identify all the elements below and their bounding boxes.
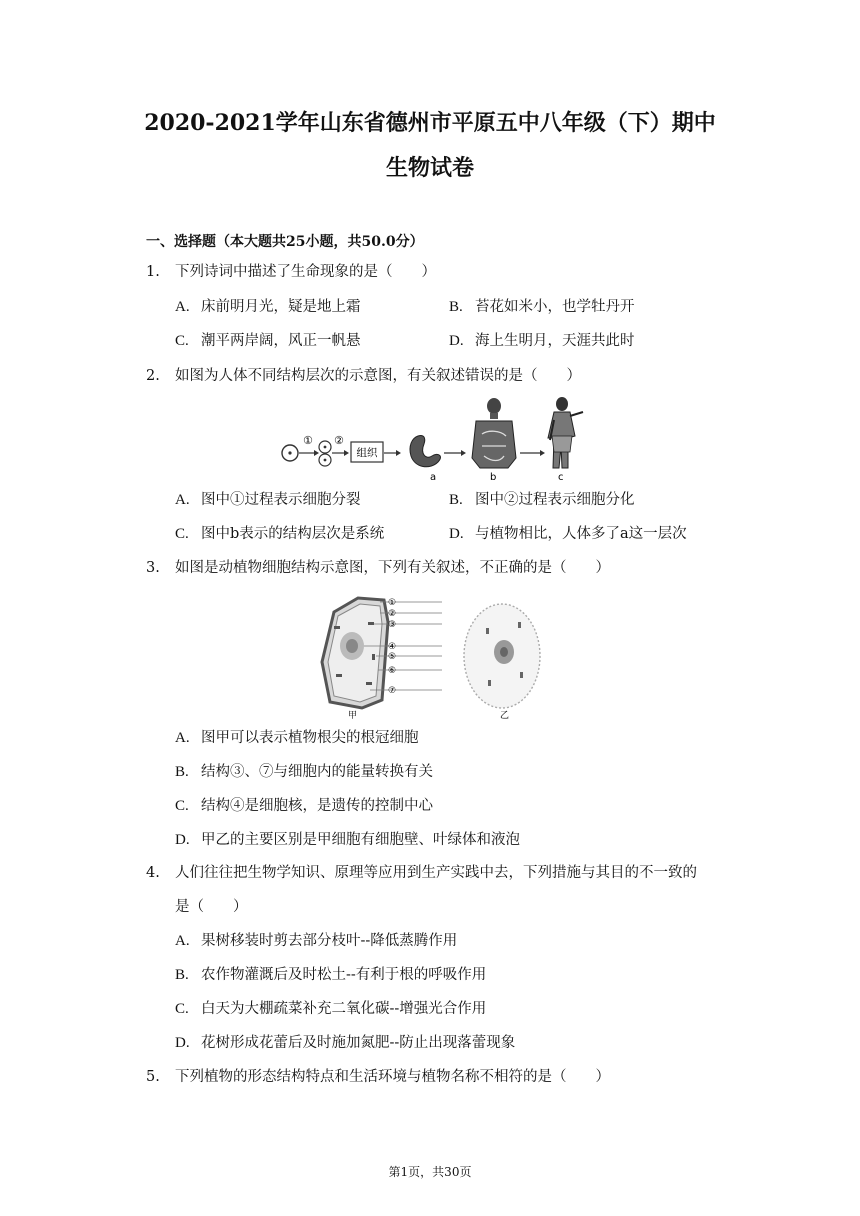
option-b: B. 农作物灌溉后及时松土--有利于根的呼吸作用 — [175, 967, 487, 983]
option-c: C. 白天为大棚疏菜补充二氧化碳--增强光合作用 — [175, 1001, 487, 1017]
option-a: A. 果树移装时剪去部分枝叶--降低蒸腾作用 — [175, 933, 458, 949]
question-text: 如图为人体不同结构层次的示意图，有关叙述错误的是（ ） — [175, 368, 581, 384]
option-d: D. 海上生明月，天涯共此时 — [449, 333, 635, 349]
digestive-system-icon — [472, 398, 516, 468]
question-text: 下列植物的形态结构特点和生活环境与植物名称不相符的是（ ） — [175, 1069, 610, 1085]
svg-text:a: a — [430, 472, 437, 483]
svg-text:⑥: ⑥ — [388, 666, 397, 676]
option-b: B. 图中②过程表示细胞分化 — [449, 492, 635, 508]
option-b: B. 结构③、⑦与细胞内的能量转换有关 — [175, 764, 433, 780]
question-number: 3. — [146, 560, 160, 576]
option-c: C. 结构④是细胞核，是遗传的控制中心 — [175, 798, 433, 814]
question-text-continued: 是（ ） — [175, 899, 248, 915]
cell-structure-figure — [318, 592, 550, 720]
svg-text:甲: 甲 — [348, 711, 358, 720]
svg-text:⑤: ⑤ — [388, 652, 397, 662]
svg-text:⑦: ⑦ — [388, 686, 397, 696]
option-a: A. 床前明月光，疑是地上霜 — [175, 299, 361, 315]
question-text: 人们往往把生物学知识、原理等应用到生产实践中去，下列措施与其目的不一致的 — [175, 865, 697, 881]
option-d: D. 甲乙的主要区别是甲细胞有细胞壁、叶绿体和液泡 — [175, 832, 520, 848]
section-heading: 一、选择题（本大题共25小题，共50.0分） — [146, 234, 424, 250]
page-footer: 第1页，共30页 — [388, 1165, 472, 1179]
plant-cell-icon — [322, 598, 388, 708]
page-subtitle: 生物试卷 — [385, 155, 474, 181]
option-a: A. 图中①过程表示细胞分裂 — [175, 492, 361, 508]
svg-text:②: ② — [388, 609, 397, 619]
process-marker-2: ② — [334, 434, 344, 447]
stomach-icon — [410, 435, 441, 466]
option-d: D. 花树形成花蕾后及时施加氮肥--防止出现落蕾现象 — [175, 1035, 516, 1051]
page-title: 2020-2021学年山东省德州市平原五中八年级（下）期中 — [144, 110, 716, 136]
question-number: 4. — [146, 865, 160, 881]
svg-text:④: ④ — [388, 642, 397, 652]
question-number: 2. — [146, 368, 160, 384]
svg-text:b: b — [490, 472, 497, 483]
option-b: B. 苔花如米小，也学牡丹开 — [449, 299, 635, 315]
svg-text:③: ③ — [388, 620, 397, 630]
question-text: 如图是动植物细胞结构示意图，下列有关叙述，不正确的是（ ） — [175, 560, 610, 576]
process-marker-1: ① — [303, 434, 313, 447]
svg-text:①: ① — [388, 598, 397, 608]
svg-text:c: c — [558, 472, 564, 483]
human-body-icon — [548, 397, 583, 468]
option-d: D. 与植物相比，人体多了a这一层次 — [449, 526, 687, 542]
option-a: A. 图甲可以表示植物根尖的根冠细胞 — [175, 730, 419, 746]
svg-text:组织: 组织 — [356, 447, 378, 459]
svg-text:乙: 乙 — [500, 711, 510, 720]
question-text: 下列诗词中描述了生命现象的是（ ） — [175, 264, 436, 280]
animal-cell-icon — [464, 604, 540, 708]
option-c: C. 图中b表示的结构层次是系统 — [175, 526, 385, 542]
option-c: C. 潮平两岸阔，风正一帆悬 — [175, 333, 361, 349]
body-structure-levels-figure — [278, 396, 588, 484]
question-number: 1. — [146, 264, 160, 280]
question-number: 5. — [146, 1069, 160, 1085]
